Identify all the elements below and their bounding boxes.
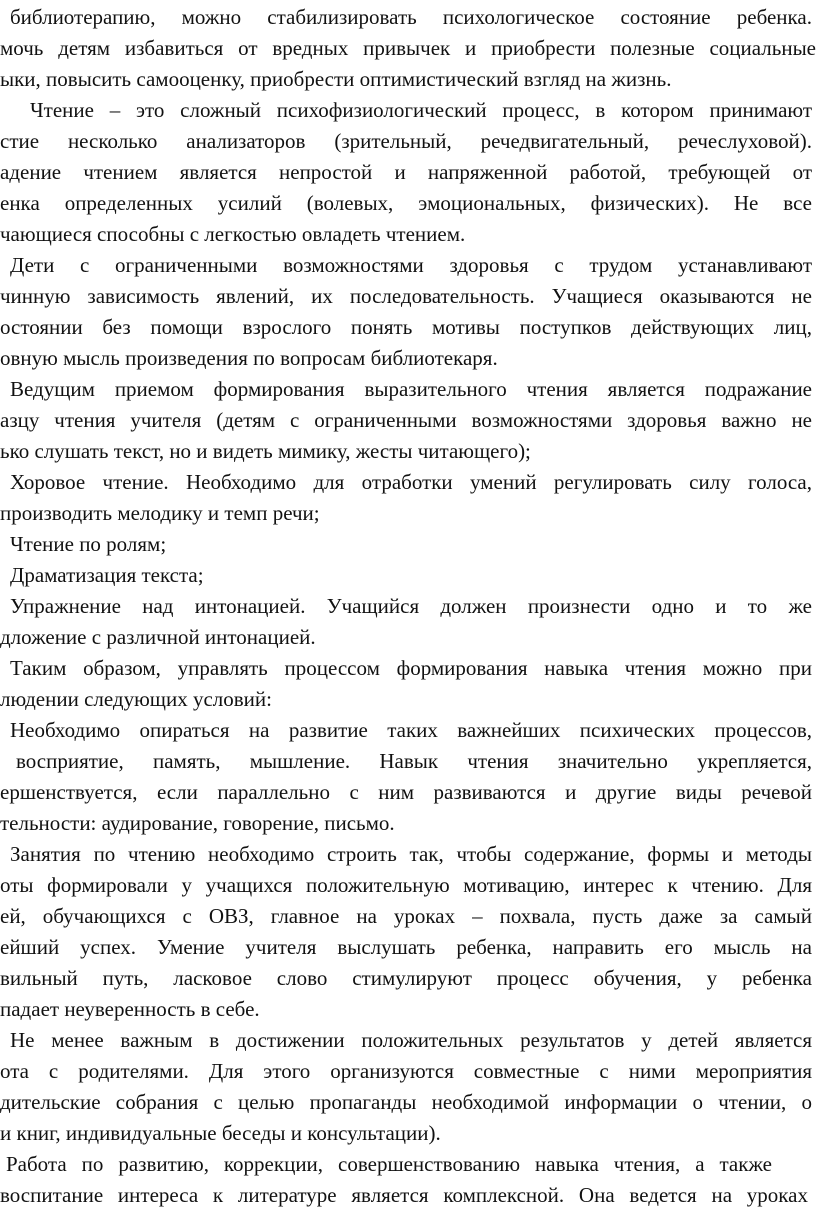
text-line: Занятия по чтению необходимо строить так, чтобы содержание, формы и методы: [10, 842, 812, 866]
text-line: Необходимо опираться на развитие таких важнейших психических процессов,: [10, 718, 812, 742]
text-line: енка определенных усилий (волевых, эмоциональных, физических). Не все: [0, 191, 812, 215]
text-line: библиотерапию, можно стабилизировать психологическое состояние ребенка.: [10, 5, 812, 29]
text-line: адение чтением является непростой и напряженной работой, требующей от: [0, 160, 812, 184]
text-line: вильный путь, ласковое слово стимулируют процесс обучения, у ребенка: [0, 966, 812, 990]
text-line: чинную зависимость явлений, их последовательность. Учащиеся оказываются не: [0, 284, 812, 308]
text-line: остоянии без помощи взрослого понять мотивы поступков действующих лиц,: [0, 315, 812, 339]
text-line: Не менее важным в достижении положительных результатов у детей является: [10, 1028, 812, 1052]
text-line: падает неуверенность в себе.: [0, 997, 260, 1021]
text-line: Драматизация текста;: [10, 563, 204, 587]
text-line: Чтение – это сложный психофизиологический процесс, в котором принимают: [30, 98, 812, 122]
text-line: ей, обучающихся с ОВЗ, главное на уроках – похвала, пусть даже за самый: [0, 904, 812, 928]
text-line: азцу чтения учителя (детям с ограниченными возможностями здоровья важно не: [0, 408, 812, 432]
text-line: производить мелодику и темп речи;: [0, 501, 320, 525]
text-line: стие несколько анализаторов (зрительный, речедвигательный, речеслуховой).: [0, 129, 812, 153]
text-line: ько слушать текст, но и видеть мимику, жесты читающего);: [0, 439, 531, 463]
text-line: тельности: аудирование, говорение, письмо.: [0, 811, 395, 835]
text-line: и книг, индивидуальные беседы и консультации).: [0, 1121, 441, 1145]
text-line: дложение с различной интонацией.: [0, 625, 316, 649]
text-line: ыки, повысить самооценку, приобрести оптимистический взгляд на жизнь.: [0, 67, 672, 91]
text-line: ейший успех. Умение учителя выслушать ребенка, направить его мысль на: [0, 935, 812, 959]
text-line: мочь детям избавиться от вредных привычек и приобрести полезные социальные: [0, 36, 816, 60]
text-line: Чтение по ролям;: [10, 532, 167, 556]
text-line: Таким образом, управлять процессом формирования навыка чтения можно при: [10, 656, 812, 680]
text-line: Ведущим приемом формирования выразительного чтения является подражание: [10, 377, 812, 401]
text-line: людении следующих условий:: [0, 687, 272, 711]
text-line: воспитание интереса к литературе является комплексной. Она ведется на уроках: [0, 1183, 808, 1207]
text-line: Дети с ограниченными возможностями здоровья с трудом устанавливают: [10, 253, 812, 277]
text-line: Работа по развитию, коррекции, совершенствованию навыка чтения, а также: [6, 1152, 772, 1176]
text-line: чающиеся способны с легкостью овладеть чтением.: [0, 222, 466, 246]
text-line: восприятие, память, мышление. Навык чтения значительно укрепляется,: [16, 749, 812, 773]
text-line: оты формировали у учащихся положительную мотивацию, интерес к чтению. Для: [0, 873, 812, 897]
text-line: ершенствуется, если параллельно с ним развиваются и другие виды речевой: [0, 780, 812, 804]
text-line: Упражнение над интонацией. Учащийся должен произнести одно и то же: [10, 594, 812, 618]
text-line: овную мысль произведения по вопросам библиотекаря.: [0, 346, 498, 370]
text-line: дительские собрания с целью пропаганды необходимой информации о чтении, о: [0, 1090, 812, 1114]
text-line: ота с родителями. Для этого организуются совместные с ними мероприятия: [0, 1059, 812, 1083]
text-line: Хоровое чтение. Необходимо для отработки умений регулировать силу голоса,: [10, 470, 812, 494]
